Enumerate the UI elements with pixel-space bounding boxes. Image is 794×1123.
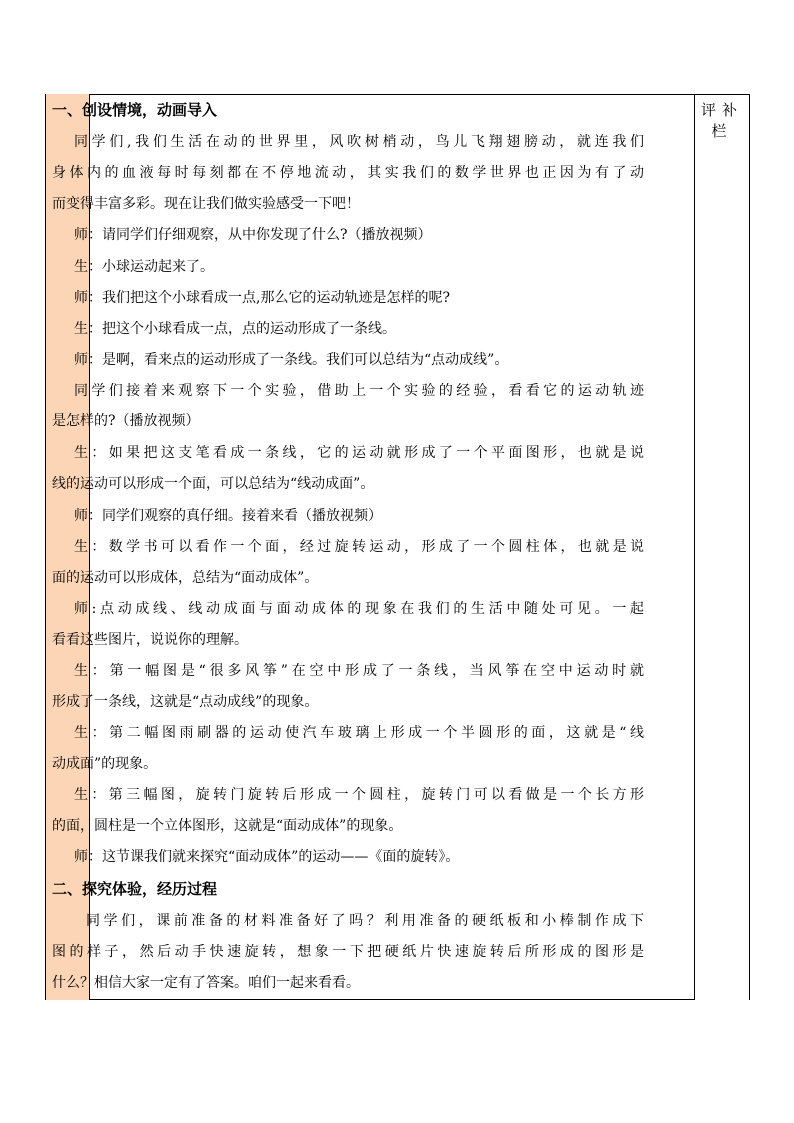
dialogue-line: 生：第三幅图，旋转门旋转后形成一个圆柱，旋转门可以看做是一个长方形 xyxy=(74,787,644,803)
section1-heading: 一、创设情境，动画导入 xyxy=(52,101,218,119)
dialogue-line: 线的运动可以形成一个面，可以总结为“线动成面”。 xyxy=(52,476,375,492)
paragraph-line: 而变得丰富多彩。现在让我们做实验感受一下吧！ xyxy=(52,196,360,212)
dialogue-line: 生：如果把这支笔看成一条线，它的运动就形成了一个平面图形，也就是说 xyxy=(74,445,644,461)
dialogue-line: 师：同学们观察的真仔细。接着来看（播放视频） xyxy=(74,508,382,524)
dialogue-line: 生：数学书可以看作一个面，经过旋转运动，形成了一个圆柱体，也就是说 xyxy=(74,539,644,555)
section2-heading: 二、探究体验，经历过程 xyxy=(52,880,218,898)
paragraph-line: 同学们接着来观察下一个实验，借助上一个实验的经验，看看它的运动轨迹 xyxy=(74,383,644,399)
dialogue-line: 形成了一条线，这就是“点动成线”的现象。 xyxy=(52,694,319,710)
dialogue-line: 看看这些图片，说说你的理解。 xyxy=(52,632,248,648)
dialogue-line: 师：请同学们仔细观察，从中你发现了什么?（播放视频） xyxy=(74,227,432,243)
review-column xyxy=(694,94,750,1000)
dialogue-line: 生：把这个小球看成一点，点的运动形成了一条线。 xyxy=(74,321,396,337)
dialogue-line: 生：小球运动起来了。 xyxy=(74,259,214,275)
dialogue-line: 动成面”的现象。 xyxy=(52,756,158,772)
dialogue-line: 师：这节课我们就来探究“面动成体”的运动——《面的旋转》。 xyxy=(74,849,460,865)
dialogue-line: 的面，圆柱是一个立体图形，这就是“面动成体”的现象。 xyxy=(52,818,403,834)
paragraph-line: 图的样子，然后动手快速旋转，想象一下把硬纸片快速旋转后所形成的图形是 xyxy=(52,944,644,960)
dialogue-line: 面的运动可以形成体，总结为“面动成体”。 xyxy=(52,570,319,586)
dialogue-line: 生：第一幅图是“很多风筝”在空中形成了一条线，当风筝在空中运动时就 xyxy=(74,663,644,679)
paragraph-line: 身体内的血液每时每刻都在不停地流动，其实我们的数学世界也正因为有了动 xyxy=(52,165,644,181)
review-column-title: 评补栏 xyxy=(700,101,743,140)
paragraph-line: 是怎样的?（播放视频） xyxy=(52,413,200,429)
dialogue-line: 师:点动成线、线动成面与面动成体的现象在我们的生活中随处可见。一起 xyxy=(74,601,644,617)
dialogue-line: 师：我们把这个小球看成一点,那么它的运动轨迹是怎样的呢? xyxy=(74,290,450,306)
dialogue-line: 师：是啊，看来点的运动形成了一条线。我们可以总结为“点动成线”。 xyxy=(74,352,509,368)
paragraph-line: 同学们,我们生活在动的世界里，风吹树梢动，鸟儿飞翔翅膀动，就连我们 xyxy=(74,134,644,150)
paragraph-line: 什么？相信大家一定有了答案。咱们一起来看看。 xyxy=(52,975,360,991)
paragraph-line: 同学们，课前准备的材料准备好了吗？利用准备的硬纸板和小棒制作成下 xyxy=(86,913,644,929)
dialogue-line: 生：第二幅图雨刷器的运动使汽车玻璃上形成一个半圆形的面，这就是“线 xyxy=(74,725,644,741)
